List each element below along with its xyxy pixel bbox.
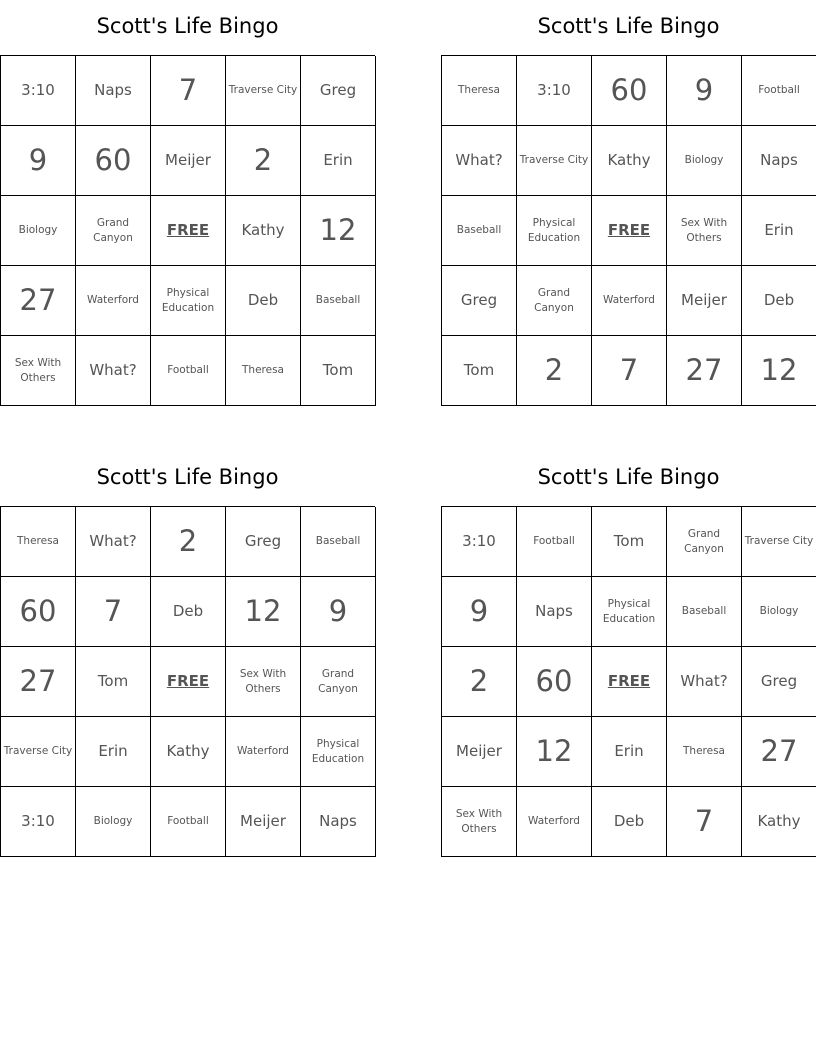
bingo-grid (441, 506, 816, 857)
bingo-cell: Naps (301, 787, 376, 857)
bingo-cell: Waterford (76, 266, 151, 336)
bingo-cell: 3:10 (442, 507, 517, 577)
bingo-cell: Tom (442, 336, 517, 406)
bingo-cell: Theresa (442, 56, 517, 126)
bingo-cell: Biology (76, 787, 151, 857)
bingo-cell: Tom (76, 647, 151, 717)
bingo-cell: Biology (742, 577, 816, 647)
bingo-cell: 9 (667, 56, 742, 126)
bingo-cell: 7 (667, 787, 742, 857)
bingo-cell: Baseball (442, 196, 517, 266)
bingo-cell: Erin (301, 126, 376, 196)
bingo-cell: Grand Canyon (667, 507, 742, 577)
bingo-cell: Erin (742, 196, 816, 266)
bingo-cell: 7 (592, 336, 667, 406)
bingo-cell: Traverse City (1, 717, 76, 787)
bingo-card-4 (441, 451, 816, 857)
bingo-cell: Sex With Others (667, 196, 742, 266)
bingo-cell: Football (151, 787, 226, 857)
bingo-cell: Football (517, 507, 592, 577)
bingo-cell: Biology (1, 196, 76, 266)
bingo-cell: Theresa (226, 336, 301, 406)
bingo-grid (0, 55, 375, 406)
bingo-cell: 9 (1, 126, 76, 196)
bingo-cell: Deb (592, 787, 667, 857)
bingo-cell: 12 (517, 717, 592, 787)
bingo-cell: Football (151, 336, 226, 406)
bingo-cell: Traverse City (742, 507, 816, 577)
bingo-cell: Kathy (592, 126, 667, 196)
bingo-cell: Physical Education (151, 266, 226, 336)
bingo-cell: Physical Education (592, 577, 667, 647)
bingo-cell: 2 (226, 126, 301, 196)
bingo-cell: 27 (1, 266, 76, 336)
bingo-cell: 60 (517, 647, 592, 717)
bingo-cell: 27 (1, 647, 76, 717)
bingo-cell: Physical Education (301, 717, 376, 787)
bingo-card-3 (0, 451, 375, 857)
bingo-cell: 2 (517, 336, 592, 406)
bingo-cell: What? (442, 126, 517, 196)
bingo-cell: Sex With Others (226, 647, 301, 717)
bingo-cell: Waterford (226, 717, 301, 787)
bingo-cell: Baseball (667, 577, 742, 647)
bingo-cell: Meijer (151, 126, 226, 196)
bingo-cell: Sex With Others (1, 336, 76, 406)
bingo-cell: Greg (301, 56, 376, 126)
bingo-cell: Greg (226, 507, 301, 577)
card-title: Scott's Life Bingo (96, 465, 279, 489)
bingo-cell: 12 (301, 196, 376, 266)
bingo-cell: 9 (301, 577, 376, 647)
bingo-cell: Meijer (442, 717, 517, 787)
free-space: FREE (151, 196, 226, 266)
bingo-cell: Sex With Others (442, 787, 517, 857)
bingo-cell: Naps (742, 126, 816, 196)
bingo-cell: 7 (76, 577, 151, 647)
bingo-cell: Deb (226, 266, 301, 336)
bingo-cell: Baseball (301, 266, 376, 336)
bingo-cell: 60 (76, 126, 151, 196)
bingo-cell: Kathy (226, 196, 301, 266)
bingo-cell: Meijer (667, 266, 742, 336)
bingo-cell: 27 (742, 717, 816, 787)
bingo-cell: Greg (742, 647, 816, 717)
bingo-cell: 9 (442, 577, 517, 647)
bingo-cell: 3:10 (517, 56, 592, 126)
bingo-cell: Naps (76, 56, 151, 126)
bingo-cell: Biology (667, 126, 742, 196)
bingo-cell: Grand Canyon (301, 647, 376, 717)
bingo-cell: Traverse City (517, 126, 592, 196)
bingo-cell: Tom (301, 336, 376, 406)
bingo-cell: Baseball (301, 507, 376, 577)
bingo-cell: Kathy (742, 787, 816, 857)
bingo-cell: Theresa (667, 717, 742, 787)
free-space: FREE (592, 196, 667, 266)
bingo-cell: Naps (517, 577, 592, 647)
bingo-cell: 2 (151, 507, 226, 577)
bingo-cell: Meijer (226, 787, 301, 857)
bingo-cell: Erin (76, 717, 151, 787)
bingo-cell: What? (76, 336, 151, 406)
bingo-cell: Kathy (151, 717, 226, 787)
bingo-cell: 27 (667, 336, 742, 406)
bingo-cell: 60 (1, 577, 76, 647)
bingo-cell: 3:10 (1, 787, 76, 857)
bingo-cell: Deb (151, 577, 226, 647)
free-space: FREE (592, 647, 667, 717)
bingo-cell: Waterford (592, 266, 667, 336)
bingo-cell: Tom (592, 507, 667, 577)
bingo-card-1 (0, 0, 375, 406)
bingo-cell: Traverse City (226, 56, 301, 126)
bingo-cell: Waterford (517, 787, 592, 857)
bingo-cell: Football (742, 56, 816, 126)
bingo-cell: Grand Canyon (76, 196, 151, 266)
bingo-cell: Theresa (1, 507, 76, 577)
bingo-cell: Greg (442, 266, 517, 336)
bingo-cell: What? (76, 507, 151, 577)
free-space: FREE (151, 647, 226, 717)
card-title: Scott's Life Bingo (537, 465, 720, 489)
bingo-cell: 12 (226, 577, 301, 647)
bingo-cell: 2 (442, 647, 517, 717)
bingo-cell: Deb (742, 266, 816, 336)
bingo-card-2 (441, 0, 816, 406)
card-title: Scott's Life Bingo (537, 14, 720, 38)
bingo-cell: Physical Education (517, 196, 592, 266)
bingo-cell: 3:10 (1, 56, 76, 126)
bingo-grid (0, 506, 375, 857)
bingo-cell: 7 (151, 56, 226, 126)
bingo-cell: Grand Canyon (517, 266, 592, 336)
bingo-cell: Erin (592, 717, 667, 787)
bingo-cell: 12 (742, 336, 816, 406)
bingo-cell: What? (667, 647, 742, 717)
card-title: Scott's Life Bingo (96, 14, 279, 38)
bingo-cell: 60 (592, 56, 667, 126)
bingo-grid (441, 55, 816, 406)
